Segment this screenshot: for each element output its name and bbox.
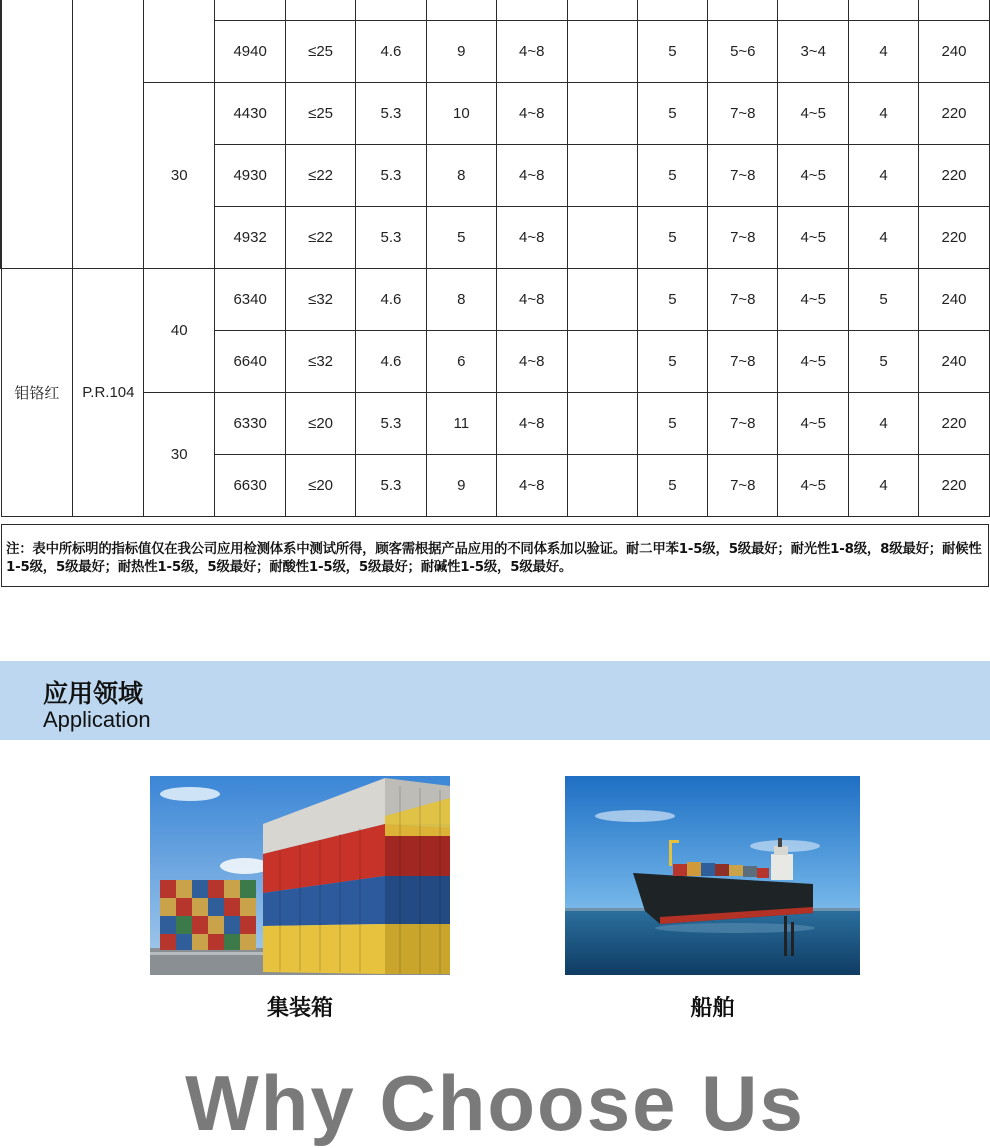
value-cell	[567, 269, 637, 331]
value-cell	[426, 0, 496, 21]
value-cell: 220	[919, 145, 990, 207]
value-cell: 220	[919, 393, 990, 455]
value-cell: 7~8	[708, 83, 778, 145]
value-cell	[849, 0, 919, 21]
value-cell: 5.3	[356, 393, 427, 455]
value-cell: 4.6	[356, 331, 427, 393]
grade-code-cell: 6330	[215, 393, 286, 455]
value-cell: 240	[919, 21, 990, 83]
value-cell	[567, 21, 637, 83]
value-cell: 8	[426, 145, 496, 207]
value-cell: 3~4	[778, 21, 849, 83]
value-cell: 5	[849, 331, 919, 393]
section-title-chinese: 应用领域	[43, 679, 144, 708]
value-cell: 5	[637, 269, 708, 331]
grade-code-cell: 4430	[215, 83, 286, 145]
value-cell	[567, 145, 637, 207]
value-cell: 5	[426, 207, 496, 269]
grade-code-cell: 4930	[215, 145, 286, 207]
section-title-english: Application	[43, 707, 151, 732]
value-cell: ≤25	[286, 21, 356, 83]
value-cell	[356, 0, 427, 21]
value-cell: 7~8	[708, 393, 778, 455]
value-cell	[919, 0, 990, 21]
value-cell: 5.3	[356, 455, 427, 517]
sub-group-cell: 30	[144, 393, 215, 517]
value-cell	[708, 0, 778, 21]
value-cell	[567, 83, 637, 145]
value-cell: 4	[849, 83, 919, 145]
value-cell	[567, 207, 637, 269]
value-cell: 4~5	[778, 269, 849, 331]
grade-code-cell: 6640	[215, 331, 286, 393]
value-cell: 4~8	[496, 269, 567, 331]
value-cell: 5	[637, 21, 708, 83]
value-cell: 4~5	[778, 393, 849, 455]
value-cell: 4~8	[496, 393, 567, 455]
value-cell: 5.3	[356, 207, 427, 269]
table-row	[1, 83, 990, 145]
value-cell: 4~5	[778, 145, 849, 207]
shipping-containers-photo	[150, 776, 450, 975]
pigment-name-cell: 钼铬红	[1, 269, 73, 517]
value-cell: 7~8	[708, 455, 778, 517]
grade-code-cell	[215, 0, 286, 21]
sub-group-cell	[144, 0, 215, 83]
value-cell: 240	[919, 269, 990, 331]
pigment-name-cell	[1, 0, 73, 269]
value-cell: ≤22	[286, 145, 356, 207]
value-cell: 220	[919, 455, 990, 517]
value-cell: ≤20	[286, 393, 356, 455]
table-row	[1, 269, 990, 331]
value-cell: ≤25	[286, 83, 356, 145]
value-cell: 5	[637, 83, 708, 145]
value-cell: 5~6	[708, 21, 778, 83]
value-cell: 4~5	[778, 331, 849, 393]
value-cell	[567, 455, 637, 517]
value-cell: 7~8	[708, 207, 778, 269]
value-cell: 4	[849, 145, 919, 207]
value-cell: 220	[919, 207, 990, 269]
why-choose-us-heading: Why Choose Us	[185, 1059, 805, 1147]
value-cell: 4	[849, 393, 919, 455]
value-cell	[567, 393, 637, 455]
value-cell: 8	[426, 269, 496, 331]
value-cell: 240	[919, 331, 990, 393]
value-cell: 4~5	[778, 455, 849, 517]
grade-code-cell: 6630	[215, 455, 286, 517]
value-cell: 4	[849, 21, 919, 83]
value-cell: 4.6	[356, 269, 427, 331]
caption-containers: 集装箱	[266, 996, 333, 1021]
cargo-ship-photo	[565, 776, 860, 975]
value-cell: 7~8	[708, 269, 778, 331]
grade-code-cell: 6340	[215, 269, 286, 331]
value-cell	[496, 0, 567, 21]
value-cell: 5	[849, 269, 919, 331]
value-cell: 4~8	[496, 331, 567, 393]
caption-ship: 船舶	[690, 996, 735, 1021]
value-cell: 7~8	[708, 331, 778, 393]
value-cell	[637, 0, 708, 21]
table-row	[1, 0, 990, 21]
sub-group-cell: 30	[144, 83, 215, 269]
value-cell: 9	[426, 21, 496, 83]
value-cell: 5	[637, 207, 708, 269]
grade-code-cell: 4932	[215, 207, 286, 269]
value-cell: 6	[426, 331, 496, 393]
pigment-index-cell: P.R.104	[73, 269, 144, 517]
value-cell: 4~8	[496, 83, 567, 145]
value-cell	[286, 0, 356, 21]
value-cell: 4~5	[778, 83, 849, 145]
spec-table	[0, 0, 990, 517]
value-cell: 4~5	[778, 207, 849, 269]
value-cell: 9	[426, 455, 496, 517]
value-cell: 5.3	[356, 83, 427, 145]
value-cell: 220	[919, 83, 990, 145]
value-cell: 4.6	[356, 21, 427, 83]
value-cell: 5	[637, 455, 708, 517]
value-cell: 4~8	[496, 455, 567, 517]
value-cell: 4~8	[496, 207, 567, 269]
value-cell: ≤20	[286, 455, 356, 517]
value-cell: 5.3	[356, 145, 427, 207]
table-footnote: 注：表中所标明的指标值仅在我公司应用检测体系中测试所得，顾客需根据产品应用的不同体系加以验证。耐二甲苯1-5级，5级最好；耐光性1-8级，8级最好；耐候性1-5级，5级最好；耐热性1-5级，5级最好；耐酸性1-5级，5级最好；耐碱性1-5级，5级最好。	[1, 524, 989, 587]
value-cell: 5	[637, 331, 708, 393]
table-row	[1, 393, 990, 455]
value-cell	[567, 0, 637, 21]
value-cell: 11	[426, 393, 496, 455]
value-cell: ≤32	[286, 331, 356, 393]
value-cell: 4~8	[496, 21, 567, 83]
value-cell: ≤32	[286, 269, 356, 331]
value-cell: 5	[637, 145, 708, 207]
value-cell	[567, 331, 637, 393]
sub-group-cell: 40	[144, 269, 215, 393]
grade-code-cell: 4940	[215, 21, 286, 83]
value-cell	[778, 0, 849, 21]
value-cell: 4~8	[496, 145, 567, 207]
value-cell: 4	[849, 207, 919, 269]
value-cell: 4	[849, 455, 919, 517]
value-cell: 5	[637, 393, 708, 455]
value-cell: ≤22	[286, 207, 356, 269]
pigment-index-cell	[73, 0, 144, 269]
value-cell: 7~8	[708, 145, 778, 207]
value-cell: 10	[426, 83, 496, 145]
section-header-application	[0, 661, 990, 740]
